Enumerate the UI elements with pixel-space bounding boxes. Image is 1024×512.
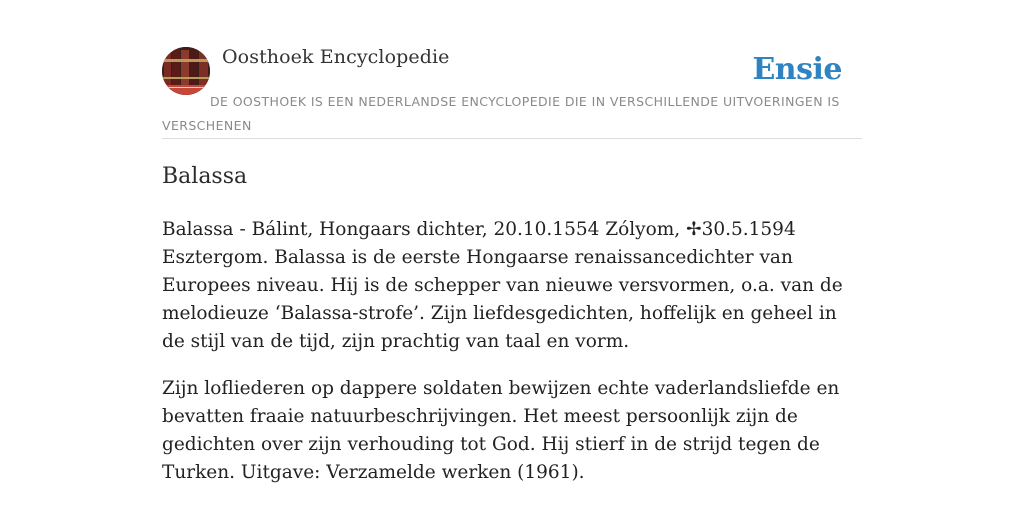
site-title[interactable]: Oosthoek Encyclopedie xyxy=(222,46,450,68)
article-paragraph: Balassa - Bálint, Hongaars dichter, 20.10.1554 Zólyom, ✢30.5.1594 Esztergom. Balassa is de eerste Hongaarse renaissancedichter van Europees niveau. Hij is de schepper van nieuwe versvormen, o.a. van de melodieuze ‘Balassa-strofe’. Zijn liefdesgedichten, hoffelijk en geheel in de stijl van de tijd, zijn prachtig van taal en vorm. xyxy=(162,219,843,352)
avatar[interactable] xyxy=(162,47,210,95)
article-paragraph: Zijn lofliederen op dappere soldaten bewijzen echte vaderlandsliefde en bevatten fraaie natuurbeschrijvingen. Het meest persoonlijk zijn de gedichten over zijn verhouding tot God. Hij stierf in de strijd tegen de Turken. Uitgave: Verzamelde werken (1961). xyxy=(162,378,840,483)
site-header xyxy=(162,0,862,139)
article-title: Balassa xyxy=(162,164,248,189)
site-tagline: DE OOSTHOEK IS EEN NEDERLANDSE ENCYCLOPEDIE DIE IN VERSCHILLENDE UITVOERINGEN IS VERSCHENEN xyxy=(162,94,840,133)
brand-logo[interactable]: Ensie xyxy=(752,52,842,87)
book-spines-icon xyxy=(162,47,210,95)
page-container xyxy=(162,0,862,512)
article-body xyxy=(162,216,862,506)
